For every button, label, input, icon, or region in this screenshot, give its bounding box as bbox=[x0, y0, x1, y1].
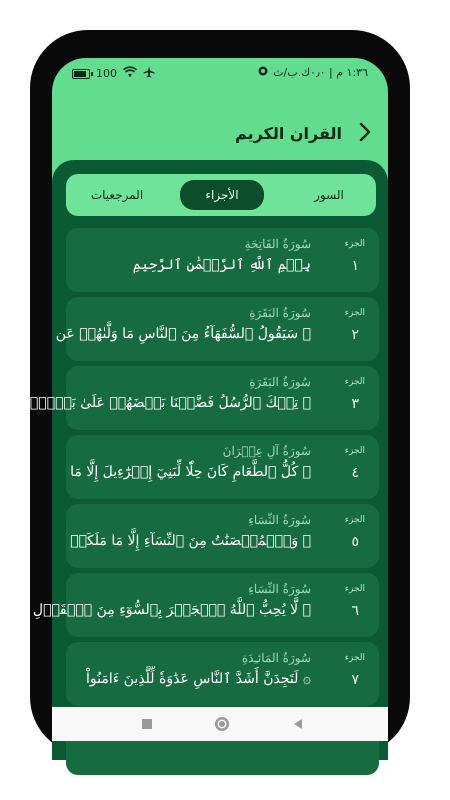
circle-icon[interactable] bbox=[212, 714, 232, 734]
verse-text: ۞ وَٱلۡمُحۡصَنَٰتُ مِنَ ٱلنِّسَآءِ إِلَّا مَا مَلَكَتۡ bbox=[70, 533, 311, 549]
juz-number: ٢ bbox=[351, 327, 359, 343]
list-item[interactable] bbox=[29, 366, 379, 430]
surah-name: سُورَةُ البَقَرَةِ bbox=[249, 375, 311, 389]
verse-text: ۞ كُلُّ ٱلطَّعَامِ كَانَ حِلّٗا لِّبَنِيٓ إِسۡرَٰٓءِيلَ إِلَّا مَا bbox=[70, 464, 311, 480]
list-item[interactable] bbox=[55, 297, 379, 361]
surah-name: سُورَةُ النِّسَاءِ bbox=[248, 513, 311, 527]
back-triangle-icon[interactable] bbox=[288, 714, 308, 734]
list-item[interactable] bbox=[66, 504, 379, 568]
surah-name: سُورَةُ آلِ عِمۡرَانَ bbox=[222, 444, 311, 458]
app-header bbox=[52, 114, 388, 150]
content-panel bbox=[16, 160, 388, 760]
battery-icon bbox=[72, 69, 90, 79]
surah-name: سُورَةُ الفَاتِحَةِ bbox=[244, 237, 311, 251]
battery-percent: 100 bbox=[96, 67, 117, 80]
juz-number: ٥ bbox=[351, 534, 359, 550]
list-item[interactable] bbox=[66, 435, 379, 499]
tab-bookmarks[interactable]: المرجعيات bbox=[90, 188, 144, 202]
list-item[interactable] bbox=[66, 642, 379, 706]
juz-number: ٣ bbox=[351, 396, 359, 412]
tab-bar bbox=[66, 174, 376, 216]
juz-label: الجزء bbox=[344, 515, 365, 525]
list-item[interactable] bbox=[16, 573, 379, 637]
verse-text: ۞ لَّا يُحِبُّ ٱللَّهُ ٱلۡجَهۡرَ بِٱلسُّوٓءِ مِنَ ٱلۡقَوۡلِ إِلَّا bbox=[16, 602, 311, 618]
status-right bbox=[258, 66, 368, 79]
square-icon[interactable] bbox=[137, 714, 157, 734]
juz-number: ٦ bbox=[351, 603, 359, 619]
status-left bbox=[72, 66, 155, 81]
status-bar bbox=[52, 58, 388, 92]
system-nav-bar bbox=[52, 707, 388, 741]
juz-label: الجزء bbox=[344, 377, 365, 387]
juz-label: الجزء bbox=[344, 308, 365, 318]
chevron-right-icon[interactable] bbox=[352, 120, 376, 144]
juz-label: الجزء bbox=[344, 446, 365, 456]
juz-number: ١ bbox=[351, 258, 359, 274]
page-title: القران الكريم bbox=[235, 124, 342, 143]
sync-icon bbox=[258, 66, 268, 79]
status-time-speed: ١:٣٦ م | ٠٫٠ك.ب/ث bbox=[273, 66, 368, 79]
surah-name: سُورَةُ البَقَرَةِ bbox=[249, 306, 311, 320]
juz-label: الجزء bbox=[344, 653, 365, 663]
phone-frame bbox=[16, 30, 410, 755]
surah-name: سُورَةُ النِّسَاءِ bbox=[248, 582, 311, 596]
list-item[interactable] bbox=[66, 228, 379, 292]
wifi-icon bbox=[123, 67, 137, 81]
juz-number: ٤ bbox=[351, 465, 359, 481]
verse-text: ۞ تِلۡكَ ٱلرُّسُلُ فَضَّلۡنَا بَعۡضَهُمۡ عَلَىٰ بَعۡضٖۘ bbox=[29, 395, 311, 411]
verse-text: ۞ لَتَجِدَنَّ أَشَدَّ ٱلنَّاسِ عَدَٰوَةٗ لِّلَّذِينَ ءَامَنُواْ bbox=[86, 671, 311, 687]
juz-label: الجزء bbox=[344, 239, 365, 249]
surah-name: سُورَةُ المَائـِدَةِ bbox=[241, 651, 311, 665]
verse-text: بِسۡمِ ٱللَّهِ ٱلرَّحۡمَٰنِ ٱلرَّحِيمِ bbox=[132, 257, 311, 273]
tab-juz[interactable]: الأجزاء bbox=[180, 180, 264, 210]
app-screen bbox=[16, 58, 388, 741]
verse-text: ۞ سَيَقُولُ ٱلسُّفَهَآءُ مِنَ ٱلنَّاسِ مَا وَلَّىٰهُمۡ عَن bbox=[55, 326, 311, 342]
juz-label: الجزء bbox=[344, 584, 365, 594]
juz-number: ٧ bbox=[351, 672, 359, 688]
airplane-icon bbox=[143, 66, 155, 81]
tab-surahs[interactable]: السور bbox=[314, 188, 344, 202]
